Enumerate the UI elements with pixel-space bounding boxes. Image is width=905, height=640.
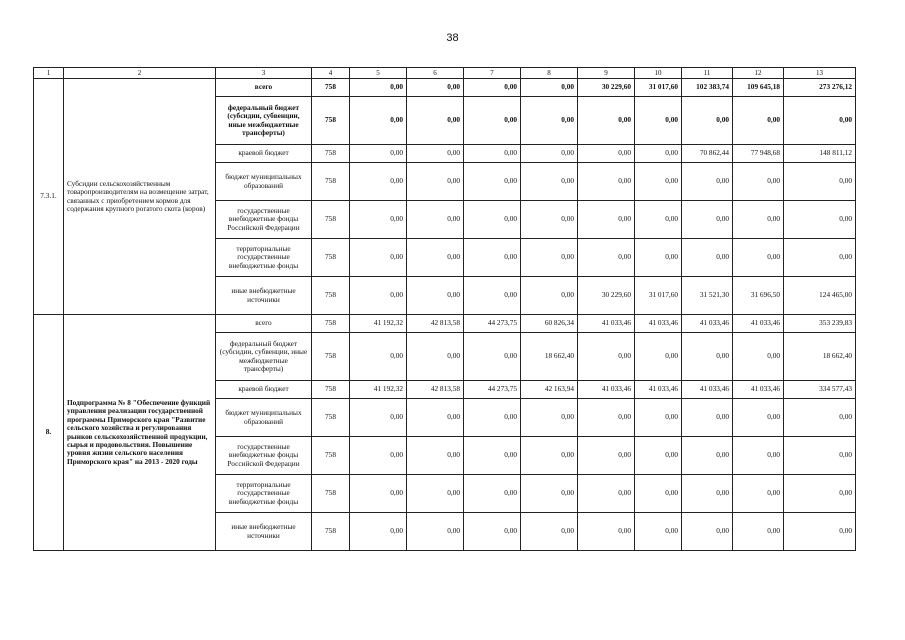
value-cell: 0,00 [733,437,784,475]
funding-source: государственные внебюджетные фонды Российской Федерации [216,201,312,239]
value-cell: 0,00 [784,513,856,551]
header-cell: 7 [464,68,521,79]
funding-source: всего [216,79,312,97]
value-cell: 0,00 [350,333,407,381]
value-cell: 44 273,75 [464,381,521,399]
header-cell: 12 [733,68,784,79]
value-cell: 0,00 [578,333,635,381]
value-cell: 0,00 [578,239,635,277]
table-row [34,315,856,333]
value-cell: 30 229,60 [578,277,635,315]
value-cell: 70 862,44 [682,145,733,163]
funding-source: территориальные государственные внебюджетные фонды [216,475,312,513]
code-cell: 758 [312,333,350,381]
code-cell: 758 [312,513,350,551]
value-cell: 0,00 [682,475,733,513]
header-cell: 11 [682,68,733,79]
code-cell: 758 [312,201,350,239]
code-cell: 758 [312,145,350,163]
header-cell: 13 [784,68,856,79]
value-cell: 0,00 [784,437,856,475]
value-cell: 334 577,43 [784,381,856,399]
value-cell: 0,00 [682,513,733,551]
value-cell: 0,00 [635,437,682,475]
value-cell: 0,00 [464,437,521,475]
header-cell: 5 [350,68,407,79]
value-cell: 353 239,83 [784,315,856,333]
value-cell: 0,00 [682,399,733,437]
value-cell: 0,00 [464,475,521,513]
header-cell: 2 [64,68,216,79]
value-cell: 41 033,46 [682,381,733,399]
value-cell: 77 948,68 [733,145,784,163]
value-cell: 0,00 [682,97,733,145]
header-cell: 1 [34,68,64,79]
value-cell: 0,00 [350,513,407,551]
value-cell: 0,00 [407,239,464,277]
value-cell: 0,00 [635,333,682,381]
value-cell: 0,00 [784,201,856,239]
value-cell: 0,00 [407,201,464,239]
value-cell: 0,00 [784,399,856,437]
value-cell: 0,00 [635,97,682,145]
header-cell: 4 [312,68,350,79]
budget-table [33,67,856,551]
code-cell: 758 [312,277,350,315]
value-cell: 0,00 [578,145,635,163]
code-cell: 758 [312,381,350,399]
value-cell: 31 017,60 [635,277,682,315]
value-cell: 18 662,40 [784,333,856,381]
value-cell: 41 033,46 [682,315,733,333]
value-cell: 0,00 [733,399,784,437]
value-cell: 0,00 [464,333,521,381]
value-cell: 0,00 [733,333,784,381]
funding-source: краевой бюджет [216,381,312,399]
value-cell: 41 192,32 [350,381,407,399]
value-cell: 41 033,46 [635,381,682,399]
code-cell: 758 [312,163,350,201]
value-cell: 0,00 [784,475,856,513]
value-cell: 41 033,46 [578,315,635,333]
value-cell: 0,00 [350,145,407,163]
page-number: 38 [446,32,459,44]
value-cell: 102 383,74 [682,79,733,97]
code-cell: 758 [312,79,350,97]
code-cell: 758 [312,239,350,277]
value-cell: 0,00 [635,475,682,513]
value-cell: 41 033,46 [578,381,635,399]
value-cell: 0,00 [578,163,635,201]
value-cell: 41 033,46 [733,381,784,399]
value-cell: 31 017,60 [635,79,682,97]
value-cell: 0,00 [578,437,635,475]
value-cell: 0,00 [521,437,578,475]
value-cell: 0,00 [350,475,407,513]
value-cell: 0,00 [733,97,784,145]
value-cell: 0,00 [733,201,784,239]
table-row [34,79,856,97]
funding-source: бюджет муниципальных образований [216,163,312,201]
value-cell: 0,00 [464,145,521,163]
funding-source: иные внебюджетные источники [216,513,312,551]
value-cell: 0,00 [350,277,407,315]
value-cell: 0,00 [350,201,407,239]
value-cell: 0,00 [464,163,521,201]
header-cell: 10 [635,68,682,79]
value-cell: 0,00 [521,239,578,277]
value-cell: 0,00 [733,475,784,513]
value-cell: 0,00 [521,399,578,437]
value-cell: 0,00 [784,239,856,277]
section-description: Субсидии сельскохозяйственным товаропроизводителям на возмещение затрат, связанных с приобретением кормов для содержания крупного рогатого скота (коров) [64,79,216,315]
value-cell: 0,00 [635,201,682,239]
value-cell: 0,00 [407,333,464,381]
value-cell: 0,00 [521,513,578,551]
value-cell: 42 813,58 [407,381,464,399]
value-cell: 0,00 [635,239,682,277]
value-cell: 0,00 [350,239,407,277]
value-cell: 0,00 [635,513,682,551]
value-cell: 31 521,30 [682,277,733,315]
value-cell: 0,00 [407,79,464,97]
value-cell: 42 163,94 [521,381,578,399]
value-cell: 0,00 [407,277,464,315]
value-cell: 60 826,34 [521,315,578,333]
code-cell: 758 [312,315,350,333]
value-cell: 0,00 [784,97,856,145]
value-cell: 109 645,18 [733,79,784,97]
value-cell: 44 273,75 [464,315,521,333]
section-index: 8. [34,315,64,551]
funding-source: иные внебюджетные источники [216,277,312,315]
funding-source: территориальные государственные внебюджетные фонды [216,239,312,277]
section-index: 7.3.1. [34,79,64,315]
value-cell: 0,00 [407,145,464,163]
value-cell: 31 696,50 [733,277,784,315]
funding-source: государственные внебюджетные фонды Российской Федерации [216,437,312,475]
value-cell: 0,00 [578,201,635,239]
value-cell: 0,00 [407,163,464,201]
value-cell: 0,00 [464,201,521,239]
header-row [34,68,856,79]
value-cell: 0,00 [521,79,578,97]
value-cell: 0,00 [464,239,521,277]
header-cell: 3 [216,68,312,79]
value-cell: 0,00 [733,163,784,201]
value-cell: 0,00 [635,399,682,437]
value-cell: 0,00 [521,277,578,315]
value-cell: 0,00 [350,79,407,97]
funding-source: федеральный бюджет (субсидии, субвенции, иные межбюджетные трансферты) [216,333,312,381]
value-cell: 0,00 [578,513,635,551]
value-cell: 0,00 [682,239,733,277]
value-cell: 0,00 [407,475,464,513]
value-cell: 148 811,12 [784,145,856,163]
funding-source: краевой бюджет [216,145,312,163]
value-cell: 0,00 [682,333,733,381]
value-cell: 0,00 [464,513,521,551]
value-cell: 0,00 [733,239,784,277]
value-cell: 0,00 [407,437,464,475]
value-cell: 0,00 [635,145,682,163]
value-cell: 0,00 [682,437,733,475]
value-cell: 0,00 [407,513,464,551]
header-cell: 8 [521,68,578,79]
value-cell: 0,00 [407,399,464,437]
value-cell: 0,00 [350,163,407,201]
value-cell: 273 276,12 [784,79,856,97]
value-cell: 0,00 [578,475,635,513]
code-cell: 758 [312,399,350,437]
header-cell: 6 [407,68,464,79]
value-cell: 0,00 [350,97,407,145]
value-cell: 42 813,58 [407,315,464,333]
header-cell: 9 [578,68,635,79]
value-cell: 124 465,00 [784,277,856,315]
value-cell: 0,00 [521,97,578,145]
value-cell: 0,00 [464,79,521,97]
value-cell: 0,00 [733,513,784,551]
value-cell: 0,00 [578,399,635,437]
code-cell: 758 [312,437,350,475]
value-cell: 0,00 [682,163,733,201]
value-cell: 0,00 [521,163,578,201]
value-cell: 0,00 [407,97,464,145]
value-cell: 30 229,60 [578,79,635,97]
value-cell: 18 662,40 [521,333,578,381]
code-cell: 758 [312,97,350,145]
section-description: Подпрограмма № 8 "Обеспечение функций управления реализации государственной программы Приморского края "Развитие сельского хозяйства и регулирования рынков сельскохозяйственной продукции, сырья и продовольствия. Повышение уровня жизни сельского населения Приморского края" на 2013 - 2020 годы [64,315,216,551]
funding-source: бюджет муниципальных образований [216,399,312,437]
value-cell: 0,00 [464,97,521,145]
value-cell: 0,00 [350,399,407,437]
value-cell: 0,00 [521,145,578,163]
value-cell: 0,00 [464,277,521,315]
value-cell: 0,00 [682,201,733,239]
value-cell: 0,00 [521,475,578,513]
value-cell: 41 033,46 [733,315,784,333]
value-cell: 0,00 [784,163,856,201]
value-cell: 0,00 [578,97,635,145]
value-cell: 41 192,32 [350,315,407,333]
value-cell: 0,00 [464,399,521,437]
value-cell: 0,00 [350,437,407,475]
value-cell: 0,00 [521,201,578,239]
code-cell: 758 [312,475,350,513]
funding-source: всего [216,315,312,333]
value-cell: 0,00 [635,163,682,201]
value-cell: 41 033,46 [635,315,682,333]
funding-source: федеральный бюджет (субсидии, субвенции, иные межбюджетные трансферты) [216,97,312,145]
